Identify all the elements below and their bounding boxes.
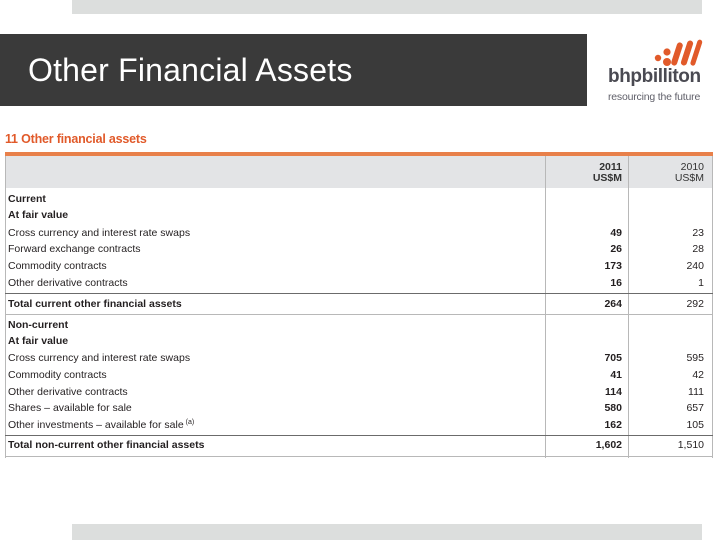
table-row: Other investments – available for sale $^{(a)}$ 162 105 (8, 418, 704, 431)
total-rule-non-current (5, 435, 713, 436)
table-row: Shares – available for sale 580 657 (8, 402, 704, 414)
table-row: Commodity contracts 173 240 (8, 260, 704, 272)
column-unit-2011: US$M (592, 172, 622, 184)
column-year-2011: 2011 (599, 161, 622, 173)
table-bottom-border (5, 456, 713, 457)
company-logo (600, 34, 712, 110)
table-row: Cross currency and interest rate swaps 705 595 (8, 352, 704, 364)
section-divider (5, 314, 713, 315)
total-row-non-current: Total non-current other financial assets 1,602 1,510 (8, 439, 704, 451)
logo-wordmark: bhpbilliton (608, 66, 701, 87)
column-header-2011 (542, 162, 622, 184)
total-row-current: Total current other financial assets 264 292 (8, 298, 704, 310)
column-unit-2010: US$M (674, 172, 704, 184)
table-row: Commodity contracts 41 42 (8, 369, 704, 381)
title-bar (0, 34, 587, 106)
section-heading-non-current: Non-current (8, 319, 69, 331)
column-header-2010 (624, 162, 704, 184)
logo-tagline: resourcing the future (608, 91, 701, 103)
table-row: Forward exchange contracts 26 28 (8, 243, 704, 255)
column-year-2010: 2010 (680, 161, 704, 173)
table-row: Other derivative contracts 16 1 (8, 277, 704, 289)
table-row: Cross currency and interest rate swaps 49 23 (8, 227, 704, 239)
section-subheading-non-current: At fair value (8, 335, 69, 347)
table-header (5, 156, 713, 188)
logo-dots-icon (652, 38, 704, 68)
top-decor-strip (72, 0, 702, 14)
slide-title: Other Financial Assets (28, 52, 353, 88)
footnote-marker: (a) (185, 418, 195, 426)
bottom-decor-strip (72, 524, 702, 540)
section-subheading-current: At fair value (8, 209, 69, 221)
note-heading: 11 Other financial assets (5, 132, 147, 146)
table-row: Other derivative contracts 114 111 (8, 386, 704, 398)
total-rule-current (5, 293, 713, 294)
section-heading-current: Current (8, 193, 46, 205)
row-label: Other investments – available for sale (8, 419, 184, 431)
